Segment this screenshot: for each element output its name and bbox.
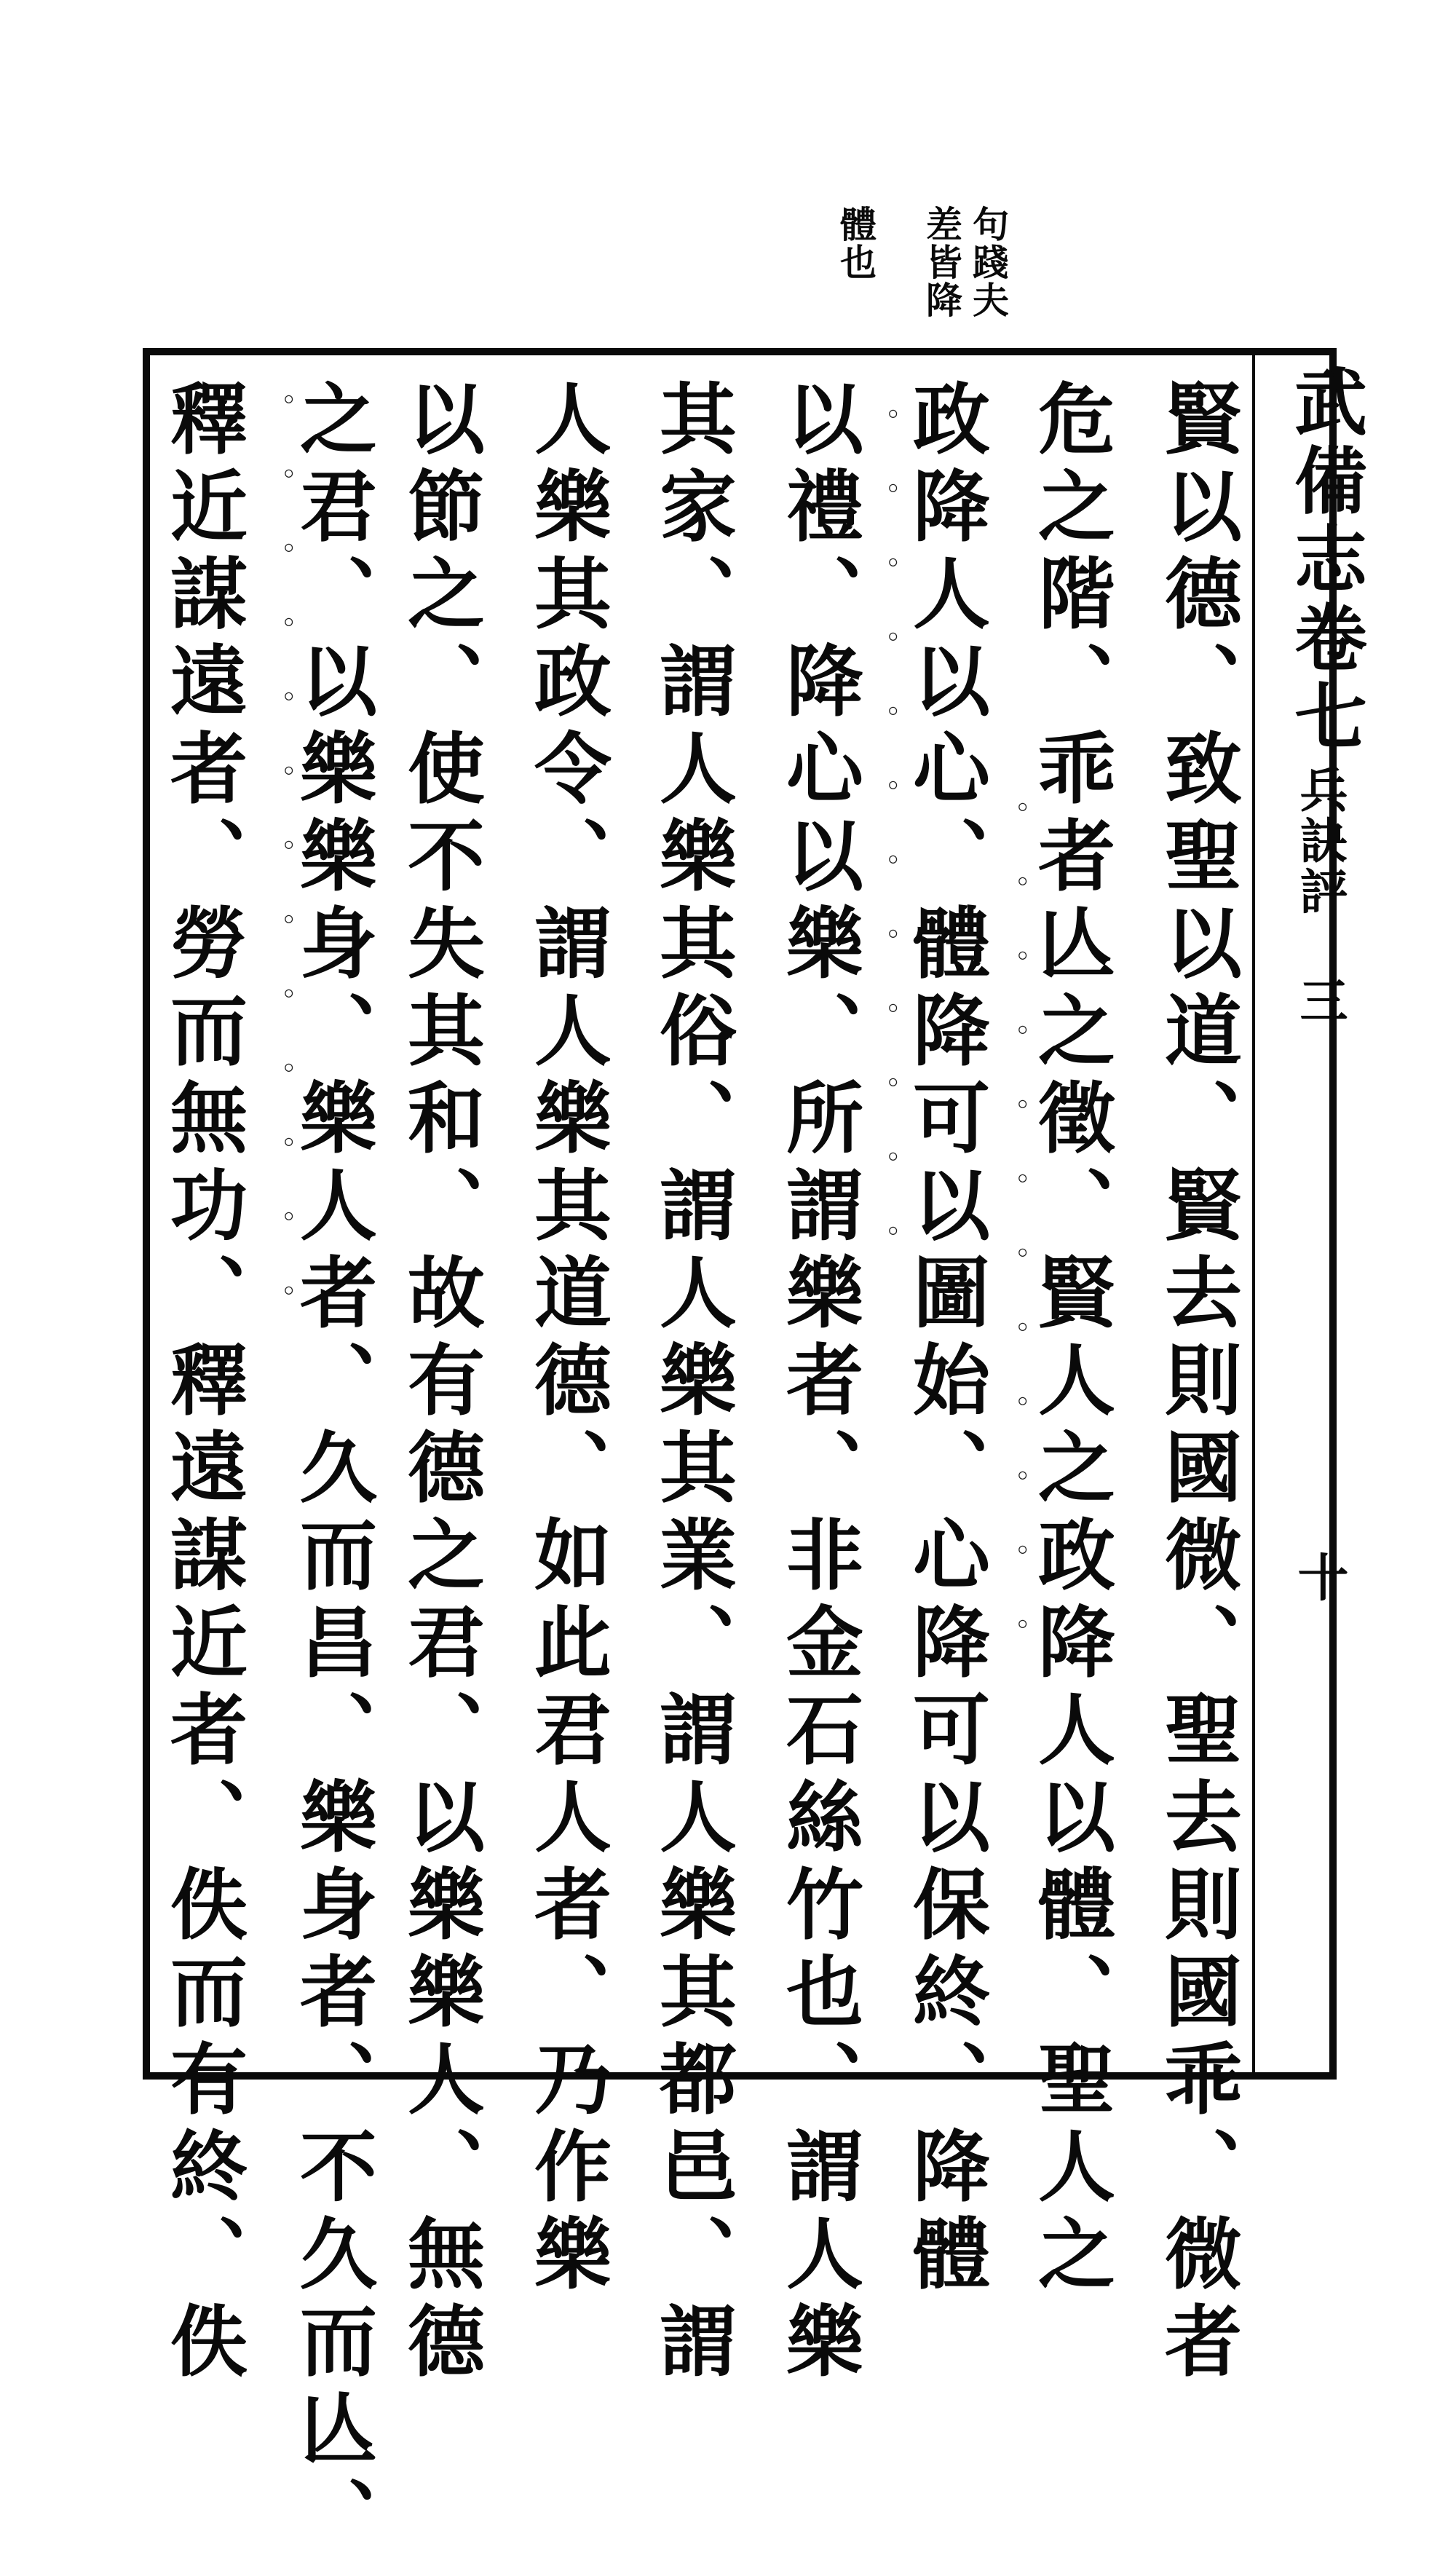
page-number: 十: [1289, 1551, 1350, 1602]
text-column-7: 以節之、使不失其和、故有德之君、以樂樂人、無德: [395, 379, 486, 2388]
margin-rule: [1252, 348, 1255, 2080]
text-column-1: 賢以德、致聖以道、賢去則國微、聖去則國乖、微者: [1152, 379, 1243, 2388]
text-column-6: 人樂其政令、謂人樂其道德、如此君人者、乃作樂: [522, 379, 613, 2301]
text-column-8: 之君、以樂樂身、樂人者、久而昌、樂身者、不久而亾、: [288, 379, 379, 2563]
top-note-line-3: 體也: [834, 205, 877, 281]
text-column-2: 危之階、乖者亾之徵、賢人之政降人以體、聖人之: [1026, 379, 1117, 2301]
text-column-9: 釋近謀遠者、勞而無功、釋遠謀近者、佚而有終、佚: [158, 379, 249, 2388]
section-title: 兵訣評: [1291, 765, 1348, 917]
text-column-5: 其家、謂人樂其俗、謂人樂其業、謂人樂其都邑、謂: [647, 379, 738, 2388]
text-column-3: 政降人以心、體降可以圖始、心降可以保終、降體: [901, 379, 992, 2301]
emphasis-marks-2: 。。。。。。。。。。。。: [866, 408, 899, 1314]
top-note-line-1: 句踐夫: [967, 205, 1010, 319]
emphasis-marks-3: 。。。。。。。。。。。。。: [261, 393, 295, 1373]
text-column-4: 以禮、降心以樂、所謂樂者、非金石絲竹也、謂人樂: [774, 379, 865, 2388]
emphasis-marks-1: 。。。。。。。。。。。。: [995, 801, 1029, 1707]
top-note-line-2: 差皆降: [920, 205, 963, 319]
book-title: 武備志卷七: [1282, 364, 1368, 757]
leaf-number: 三: [1291, 976, 1348, 1024]
